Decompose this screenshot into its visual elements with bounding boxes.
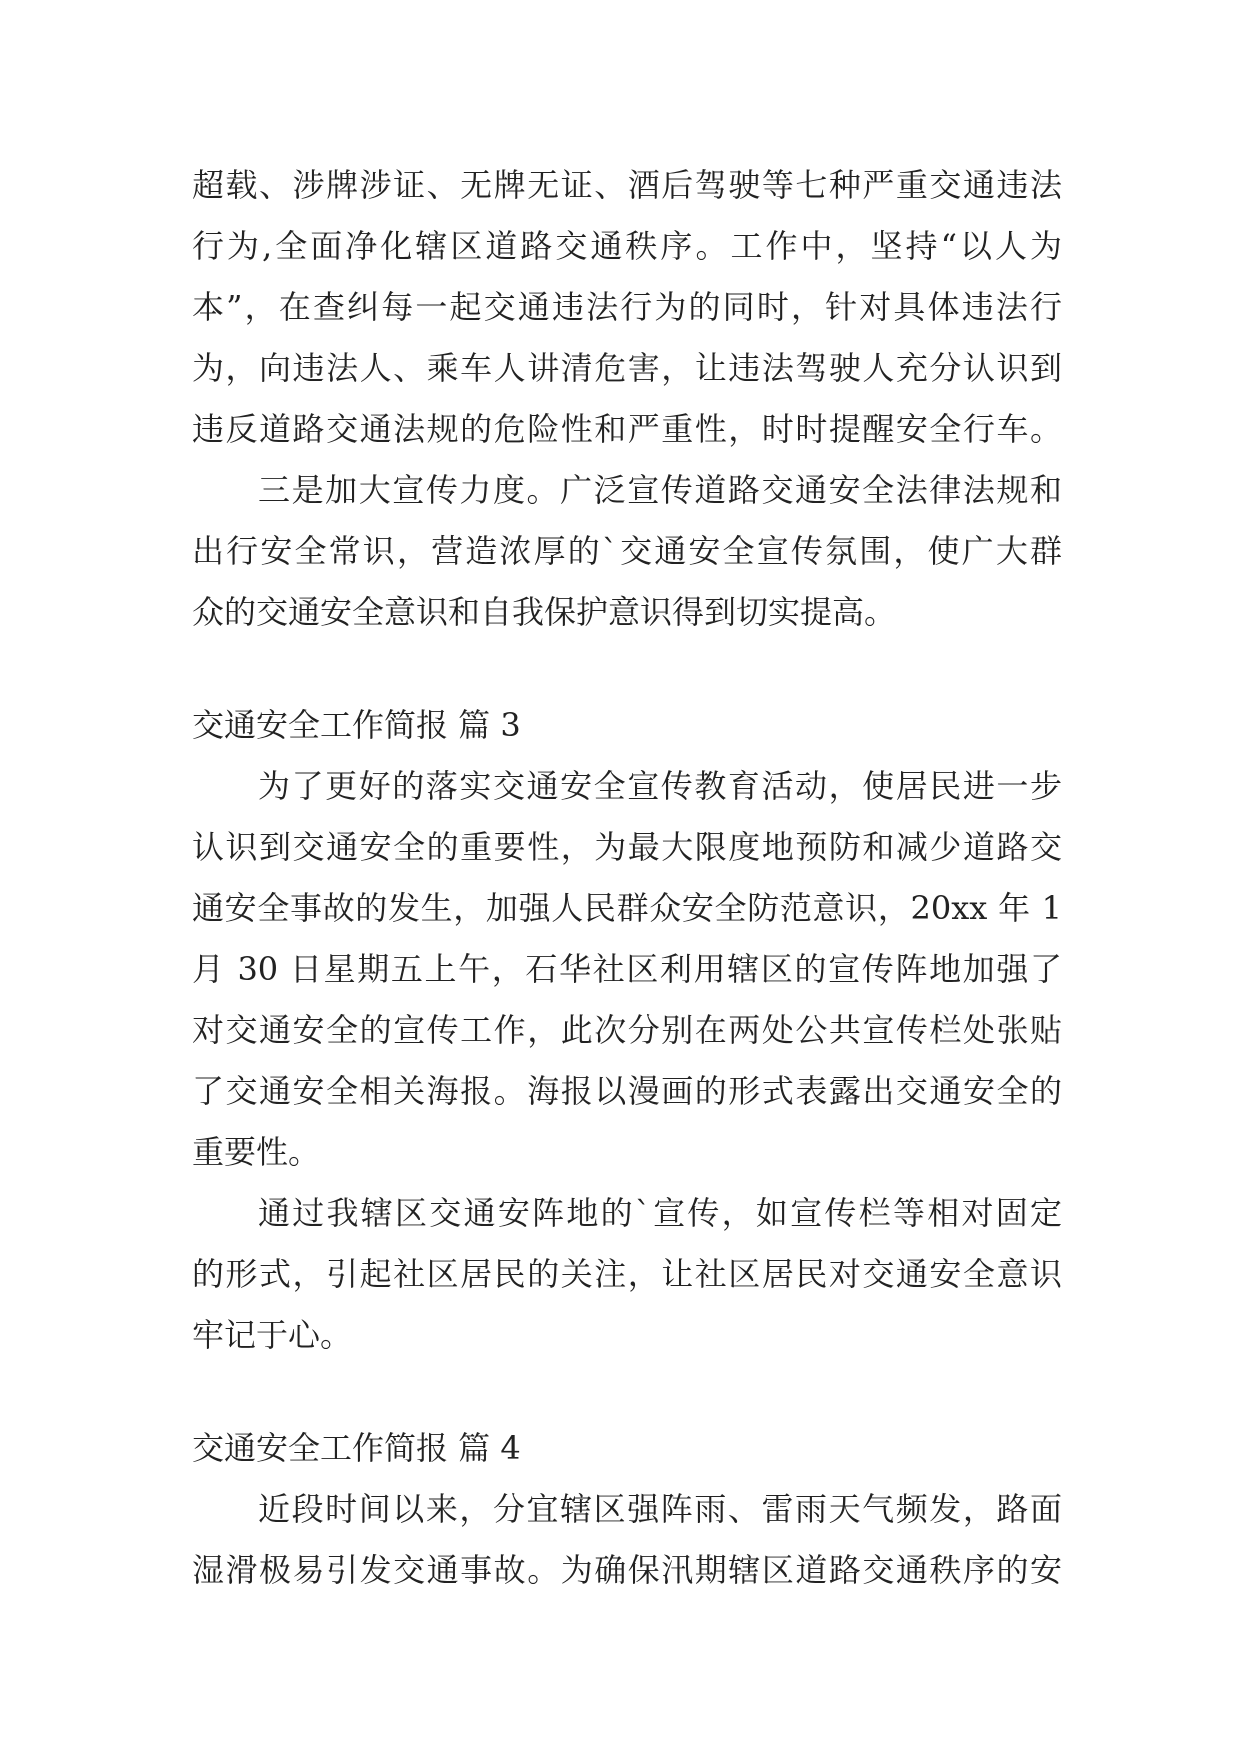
text-line: 为，向违法人、乘车人讲清危害，让违法驾驶人充分认识到 xyxy=(192,349,1062,387)
section-gap xyxy=(192,643,1062,695)
section4-paragraph1 xyxy=(192,1479,1062,1601)
text-line: 通过我辖区交通安阵地的`宣传，如宣传栏等相对固定 xyxy=(258,1194,1062,1232)
text-line: 认识到交通安全的重要性，为最大限度地预防和减少道路交 xyxy=(192,828,1062,866)
text-line: 对交通安全的宣传工作，此次分别在两处公共宣传栏处张贴 xyxy=(192,1011,1062,1049)
section-heading-4: 交通安全工作简报 篇 4 xyxy=(192,1429,521,1467)
paragraph-block2 xyxy=(192,460,1062,643)
text-line: 违反道路交通法规的危险性和严重性，时时提醒安全行车。 xyxy=(192,410,1062,448)
text-line: 月 30 日星期五上午，石华社区利用辖区的宣传阵地加强了 xyxy=(192,950,1062,988)
section-heading-3: 交通安全工作简报 篇 3 xyxy=(192,706,521,744)
text-line: 近段时间以来，分宜辖区强阵雨、雷雨天气频发，路面 xyxy=(258,1490,1062,1528)
section-gap xyxy=(192,1366,1062,1418)
section3-paragraph1 xyxy=(192,756,1062,1183)
paragraph-block1 xyxy=(192,155,1062,460)
text-line: 为了更好的落实交通安全宣传教育活动，使居民进一步 xyxy=(258,767,1062,805)
text-line: 通安全事故的发生，加强人民群众安全防范意识，20xx 年 1 xyxy=(192,889,1062,927)
text-line: 重要性。 xyxy=(192,1133,321,1171)
text-line: 出行安全常识，营造浓厚的`交通安全宣传氛围，使广大群 xyxy=(192,532,1062,570)
text-line: 超载、涉牌涉证、无牌无证、酒后驾驶等七种严重交通违法 xyxy=(192,166,1062,204)
document-page xyxy=(192,155,1062,1601)
text-line: 行为,全面净化辖区道路交通秩序。工作中，坚持“以人为 xyxy=(192,227,1062,265)
text-line: 了交通安全相关海报。海报以漫画的形式表露出交通安全的 xyxy=(192,1072,1062,1110)
text-line: 本”，在查纠每一起交通违法行为的同时，针对具体违法行 xyxy=(192,288,1062,326)
text-line: 牢记于心。 xyxy=(192,1316,353,1354)
text-line: 众的交通安全意识和自我保护意识得到切实提高。 xyxy=(192,593,897,631)
text-line: 湿滑极易引发交通事故。为确保汛期辖区道路交通秩序的安 xyxy=(192,1551,1062,1589)
text-line: 的形式，引起社区居民的关注，让社区居民对交通安全意识 xyxy=(192,1255,1062,1293)
section3-paragraph2 xyxy=(192,1183,1062,1366)
text-line: 三是加大宣传力度。广泛宣传道路交通安全法律法规和 xyxy=(258,471,1062,509)
